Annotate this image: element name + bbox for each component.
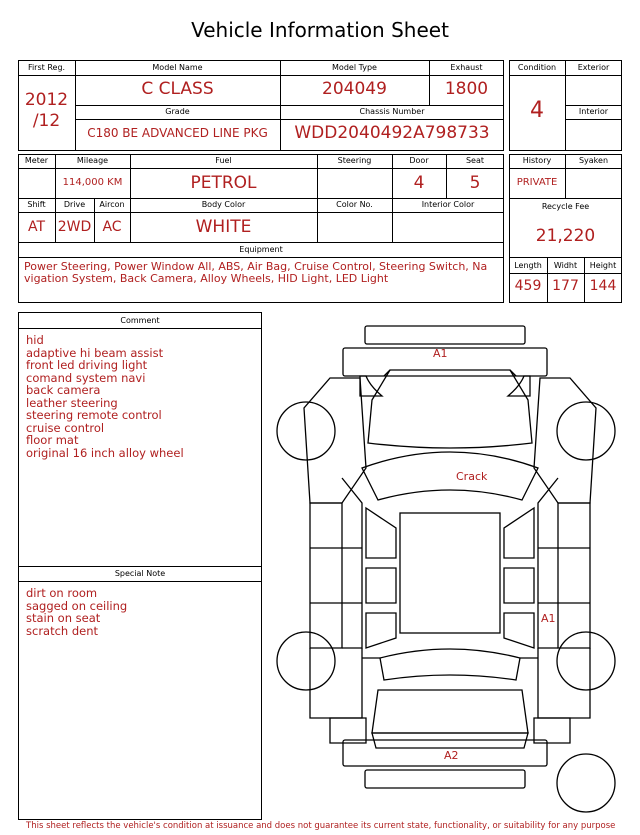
comment-item: cruise control (26, 420, 105, 435)
special-note-item: dirt on room (26, 586, 98, 600)
comment-list (26, 334, 184, 459)
comment-label: Comment (120, 316, 160, 325)
history-value: PRIVATE (516, 177, 558, 188)
recycle-fee-label: Recycle Fee (541, 202, 590, 211)
shift-value: AT (27, 219, 46, 235)
width-value: 177 (552, 278, 579, 294)
recycle-fee-value: 21,220 (535, 226, 596, 246)
damage-mark-right-side: A1 (541, 612, 556, 625)
length-value: 459 (514, 278, 542, 294)
seat-label: Seat (465, 156, 485, 165)
width-label: Widht (553, 261, 578, 270)
first-reg-label: First Reg. (27, 63, 66, 72)
seat-value: 5 (469, 173, 481, 193)
chassis-value: WDD2040492A798733 (294, 123, 490, 143)
door-label: Door (409, 156, 429, 165)
body-color-value: WHITE (195, 217, 252, 237)
meter-label: Meter (24, 156, 49, 165)
aircon-label: Aircon (99, 200, 125, 209)
grade-label: Grade (165, 107, 190, 116)
equipment-label: Equipment (239, 245, 283, 254)
damage-mark-hood: Crack (456, 470, 488, 483)
comment-item: original 16 inch alloy wheel (26, 445, 184, 460)
exhaust-value: 1800 (444, 79, 489, 99)
chassis-label: Chassis Number (359, 107, 425, 116)
interior-label: Interior (578, 107, 609, 116)
equipment-line-2: vigation System, Back Camera, Alloy Wheels, HID Light, LED Light (24, 272, 389, 285)
comment-item: back camera (26, 383, 101, 397)
history-label: History (522, 156, 552, 165)
comment-item: adaptive hi beam assist (26, 345, 164, 360)
comment-item: hid (26, 333, 44, 347)
grade-value: C180 BE ADVANCED LINE PKG (87, 126, 268, 140)
model-type-label: Model Type (332, 63, 377, 72)
comment-item: floor mat (26, 433, 79, 447)
comment-item: comand system navi (26, 370, 146, 385)
exhaust-label: Exhaust (450, 63, 483, 72)
model-name-value: C CLASS (141, 79, 214, 99)
steering-label: Steering (337, 156, 372, 165)
drive-label: Drive (63, 200, 86, 209)
first-reg-month: /12 (32, 111, 61, 131)
color-no-label: Color No. (336, 200, 373, 209)
car-damage-diagram (270, 318, 630, 828)
comment-item: leather steering (26, 395, 118, 410)
special-note-label: Special Note (114, 569, 166, 578)
body-color-label: Body Color (201, 200, 246, 209)
drive-value: 2WD (57, 219, 92, 235)
special-note-item: scratch dent (26, 623, 99, 638)
door-value: 4 (413, 173, 425, 193)
condition-value: 4 (530, 98, 544, 123)
special-note-item: stain on seat (26, 611, 101, 625)
fuel-value: PETROL (190, 173, 257, 193)
aircon-value: AC (102, 219, 122, 235)
condition-label: Condition (517, 63, 557, 72)
damage-mark-front: A1 (433, 347, 448, 360)
mileage-label: Mileage (76, 156, 109, 165)
fuel-label: Fuel (215, 156, 232, 165)
height-label: Height (589, 261, 617, 270)
height-value: 144 (589, 278, 617, 294)
model-type-value: 204049 (322, 79, 387, 99)
interior-color-label: Interior Color (421, 200, 475, 209)
page-title: Vehicle Information Sheet (191, 18, 449, 42)
exterior-label: Exterior (577, 63, 610, 72)
syaken-label: Syaken (578, 156, 609, 165)
equipment-line-1: Power Steering, Power Window All, ABS, Air Bag, Cruise Control, Steering Switch, Na (24, 260, 488, 273)
special-note-list (26, 587, 127, 637)
disclaimer-footer: This sheet reflects the vehicle's condition at issuance and does not guarantee its current state, functionality, or suitability for any purpose (26, 821, 616, 831)
model-name-label: Model Name (152, 63, 203, 72)
damage-mark-rear: A2 (444, 749, 459, 762)
shift-label: Shift (27, 200, 46, 209)
first-reg-year: 2012 (24, 90, 69, 110)
mileage-value: 114,000 KM (62, 177, 123, 188)
comment-item: steering remote control (26, 408, 162, 422)
length-label: Length (514, 261, 542, 270)
special-note-item: sagged on ceiling (26, 598, 128, 613)
comment-item: front led driving light (26, 358, 148, 372)
